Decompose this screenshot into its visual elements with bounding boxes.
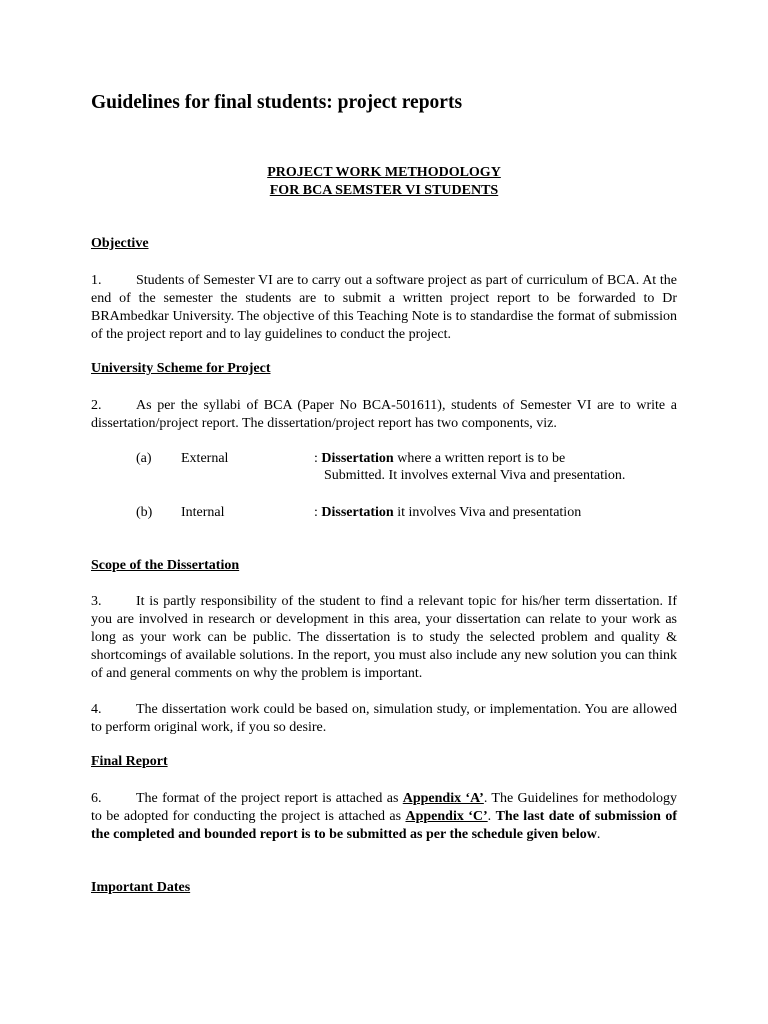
final-report-heading: Final Report <box>91 754 168 769</box>
item-b-dissertation: Dissertation <box>321 505 394 520</box>
item-b-description <box>314 505 581 521</box>
item-a-description-line2: Submitted. It involves external Viva and presentation. <box>324 468 626 483</box>
paragraph-2-number: 2. <box>91 398 102 413</box>
item-b-label: Internal <box>181 505 225 520</box>
paragraph-1 <box>91 272 677 344</box>
paragraph-4 <box>91 701 677 737</box>
item-a-label: External <box>181 451 229 466</box>
item-a-colon: : <box>314 451 322 466</box>
paragraph-6-end: . <box>596 827 601 842</box>
item-a-rest: where a written report is to be <box>393 451 566 466</box>
paragraph-6-text-b: . The Guidelines for methodology to be adopted for conducting the project is attached as <box>91 791 678 824</box>
objective-heading: Objective <box>91 236 149 251</box>
item-b-marker: (b) <box>136 505 153 520</box>
item-a-marker: (a) <box>136 451 152 466</box>
item-b-rest: it involves Viva and presentation <box>393 505 582 520</box>
appendix-a-reference: Appendix ‘A’ <box>402 791 484 806</box>
paragraph-6-text-c: . <box>487 809 496 824</box>
submission-deadline-note: The last date of submission of the completed and bounded report is to be submitted as per the schedule given below <box>91 809 678 842</box>
paragraph-1-number: 1. <box>91 273 102 288</box>
document-title: Guidelines for final students: project reports <box>91 92 463 113</box>
paragraph-6-text-a: The format of the project report is attached as <box>136 791 403 806</box>
paragraph-6-number: 6. <box>91 791 102 806</box>
methodology-heading-line2: FOR BCA SEMSTER VI STUDENTS <box>269 183 499 198</box>
paragraph-6 <box>91 790 677 844</box>
paragraph-3 <box>91 593 677 683</box>
item-a-dissertation: Dissertation <box>321 451 394 466</box>
item-a-description <box>314 451 565 467</box>
paragraph-2-text: As per the syllabi of BCA (Paper No BCA-501611), students of Semester VI are to write a dissertation/project report. The dissertation/project report has two components, viz. <box>91 398 677 431</box>
paragraph-3-text: It is partly responsibility of the student to find a relevant topic for his/her term dissertation. If you are involved in research or development in this area, your dissertation can relate to your work as long as your work can be public. The dissertation is to study the selected problem and quality & shortcomings of available solutions. In the report, you must also include any new solution you can think of and general comments on why the problem is important. <box>91 594 677 681</box>
important-dates-heading: Important Dates <box>91 880 191 895</box>
paragraph-2 <box>91 397 677 433</box>
university-scheme-heading: University Scheme for Project <box>91 361 271 376</box>
paragraph-4-number: 4. <box>91 702 102 717</box>
appendix-c-reference: Appendix ‘C’ <box>405 809 488 824</box>
methodology-heading-line1: PROJECT WORK METHODOLOGY <box>267 165 501 180</box>
scope-heading: Scope of the Dissertation <box>91 558 240 573</box>
paragraph-4-text: The dissertation work could be based on, simulation study, or implementation. You are allowed to perform original work, if you so desire. <box>91 702 677 735</box>
paragraph-3-number: 3. <box>91 594 102 609</box>
item-b-colon: : <box>314 505 322 520</box>
paragraph-1-text: Students of Semester VI are to carry out a software project as part of curriculum of BCA. At the end of the semester the students are to submit a written project report to be forwarded to Dr BRAmbedkar University. The objective of this Teaching Note is to standardise the format of submission of the project report and to lay guidelines to conduct the project. <box>91 273 677 342</box>
